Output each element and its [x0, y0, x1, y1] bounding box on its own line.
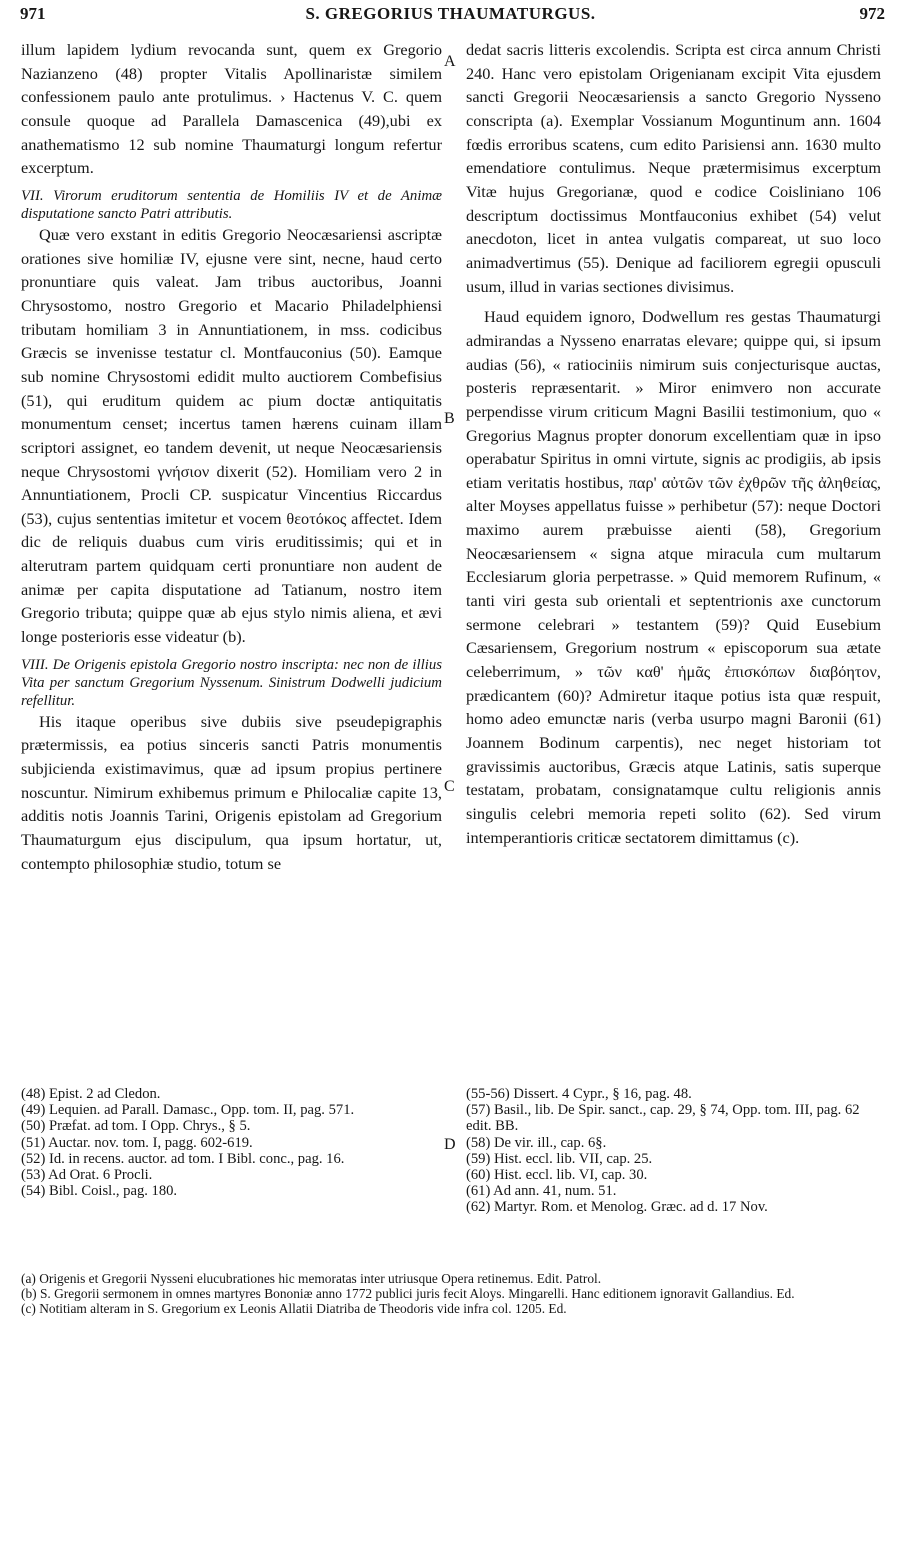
left-paragraph-2: Quæ vero exstant in editis Gregorio Neocæsariensi ascriptæ orationes sive homiliæ IV, ejusne vere sint, necne, haud certo pronuntiare quis valeat. Jam tribus auctoribus, Joanni Chrysostomo, nostro Gregorio et Macario Philadelphiensi tributam homiliam 3 in Annuntiationem, in mss. codicibus Græcis se invenisse testatur cl. Montfauconius (50). Eamque sub nomine Chrysostomi edidit multo auctiorem Combefisius (51), qui eruditum quidem ac pium doctæ antiquitatis monumentum censet; incertus tamen hærens cuinam illam scriptori assignet, eo tandem devenit, ut neque Neocæsariensis neque Chrysostomi γνήσιον dixerit (52). Homiliam vero 2 in Annuntiationem, Procli CP. suspicatur Vincentius Riccardus (53), cujus sententias imitetur et vocem θεοτόκος affectet. Idem dic de reliquis duabus cum viris eruditissimis; qui et in alterutram partem quidquam certi pronuntiare non audent de animæ per capita disputatione ad Tatianum, nostro item Gregorio tributa; quippe quæ ab ejus stylo nimis aliena, et ævi longe posterioris esse videatur (b). — [21, 224, 442, 647]
footnote: (60) Hist. eccl. lib. VI, cap. 30. — [466, 1167, 648, 1184]
left-column — [21, 38, 442, 875]
footnotes-right — [466, 1086, 881, 1216]
footnote: (49) Lequien. ad Parall. Damasc., Opp. tom. II, pag. 571. — [21, 1102, 355, 1119]
margin-letter-d: D — [444, 1136, 456, 1153]
editorial-note-c: (c) Notitiam alteram in S. Gregorium ex Leonis Allatii Diatriba de Theodoris vide infra col. 1205. Ed. — [21, 1301, 567, 1317]
section-heading-vii: VII. Virorum eruditorum sententia de Homiliis IV et de Animæ disputatione sancto Patri attributis. — [21, 187, 442, 222]
footnote: (61) Ad ann. 41, num. 51. — [466, 1183, 617, 1200]
editorial-note-b: (b) S. Gregorii sermonem in omnes martyres Bononiæ anno 1772 publici juris fecit Aloys. Mingarelli. Hanc editionem ignoravit Gallandius. Ed. — [21, 1286, 795, 1302]
footnote: (55-56) Dissert. 4 Cypr., § 16, pag. 48. — [466, 1086, 692, 1102]
margin-letter-a: A — [444, 53, 456, 70]
editorial-notes — [21, 1271, 883, 1317]
footnotes-left — [21, 1086, 441, 1199]
section-heading-viii: VIII. De Origenis epistola Gregorio nostro inscripta: nec non de illius Vita per sanctum Gregorium Nyssenum. Sinistrum Dodwelli judicium refellitur. — [21, 656, 442, 709]
footnote: (51) Auctar. nov. tom. I, pagg. 602-619. — [21, 1134, 253, 1151]
footnote: (58) De vir. ill., cap. 6§. — [466, 1134, 607, 1151]
left-paragraph-3: His itaque operibus sive dubiis sive pseudepigraphis prætermissis, ea potius sinceris sancti Patris monumentis subjicienda existimavimus, quæ ad ipsum propius pertinere noscuntur. Nimirum exhibemus primum e Philocaliæ capite 13, additis notis Joannis Tarini, Origenis epistolam ad Gregorium Thaumaturgum ejus discipulum, qua ipsum hortatur, ut, contempto philosophiæ studio, totum se — [21, 711, 442, 873]
running-title: S. GREGORIUS THAUMATURGUS. — [305, 4, 596, 23]
page-header — [0, 4, 901, 34]
page-number-left: 971 — [20, 4, 46, 23]
right-column — [466, 38, 881, 849]
page-number-right: 972 — [859, 4, 885, 23]
margin-letter-c: C — [444, 778, 455, 795]
footnote: (52) Id. in recens. auctor. ad tom. I Bibl. conc., pag. 16. — [21, 1150, 345, 1167]
right-paragraph-2: Haud equidem ignoro, Dodwellum res gestas Thaumaturgi admirandas a Nysseno enarratas elevare; quippe qui, si ipsum audias (56), « ratiociniis nimirum suis conjecturisque auctas, posteris repræsentarit. » Miror enimvero non accurate perpendisse virum criticum Magni Basilii testimonium, quo « Gregorius Magnus propter donorum excellentiam quæ in ipso operabatur Spiritus in omni virtute, signis ac prodigiis, ab ipsis etiam veritatis hostibus, παρ' αὐτῶν τῶν ἐχθρῶν τῆς ἀληθείας, alter Moyses appellatus fuisse » perhibetur (57): neque Doctori maximo aurem præbuisse aienti (58), Gregorium Neocæsariensem « signa atque miracula cum multarum Ecclesiarum gloria perpetrasse. » Quid memorem Rufinum, « tanti viri gesta sub orientali et septentrionis axe cunctorum sermone celebrari » testantem (59)? Quid Eusebium Cæsariensem, Gregorium nostrum « episcoporum sua ætate celeberrimum, » τῶν καθ' ἡμᾶς ἐπισκόπων διαβόητον, prædicantem (60)? Admiretur itaque potius ista quæ respuit, homo adeo emunctæ naris (verba usurpo magni Baronii (61) Joannem Bodinum carpentis), nec neget historiam tot gravissimis auctoribus, Græcis atque Latinis, satis superque testatam, probatam, consignatamque cultu religionis annis singulis celebri memoria repeti solito (62). Sed virum intemperantioris criticæ sectatorem dimittamus (c). — [466, 307, 881, 847]
footnote: (54) Bibl. Coisl., pag. 180. — [21, 1183, 178, 1200]
footnote: (50) Præfat. ad tom. I Opp. Chrys., § 5. — [21, 1118, 251, 1135]
footnote: (59) Hist. eccl. lib. VII, cap. 25. — [466, 1150, 653, 1167]
footnote: (48) Epist. 2 ad Cledon. — [21, 1086, 161, 1102]
right-paragraph-1: dedat sacris litteris excolendis. Scripta est circa annum Christi 240. Hanc vero epistolam Origenianam excipit Vita ejusdem sancti Gregorii Neocæsariensis a sancto Gregorio Nysseno conscripta (a). Exemplar Vossianum Moguntinum ann. 1604 fœdis erroribus scatens, cum edito Parisiensi ann. 1630 multo emendatiore contulimus. Neque prætermisimus excerptum Vitæ hujus Gregorianæ, quod e codice Coisliniano 106 descriptum doctissimus Montfauconius exhibet (54) velut anecdoton, licet in antea vulgatis compareat, ut suo loco animadvertimus (55). Denique ad faciliorem egregii opusculi usum, illud in varias sectiones divisimus. — [466, 40, 881, 296]
margin-letter-b: B — [444, 410, 455, 427]
footnote: (62) Martyr. Rom. et Menolog. Græc. ad d. 17 Nov. — [466, 1199, 768, 1216]
footnote: (57) Basil., lib. De Spir. sanct., cap. 29, § 74, Opp. tom. III, pag. 62 edit. BB. — [466, 1102, 860, 1135]
footnote: (53) Ad Orat. 6 Procli. — [21, 1167, 153, 1184]
editorial-note-a: (a) Origenis et Gregorii Nysseni elucubrationes hic memoratas inter utriusque Opera retinemus. Edit. Patrol. — [21, 1271, 602, 1286]
left-paragraph-1: illum lapidem lydium revocanda sunt, quem ex Gregorio Nazianzeno (48) propter Vitalis Apollinaristæ similem confessionem paulo ante protulimus. › Hactenus V. C. quem consule quoque ad Parallela Damascenica (49),ubi ex anathematismo 12 sub nomine Thaumaturgi longum refertur excerptum. — [21, 40, 442, 178]
